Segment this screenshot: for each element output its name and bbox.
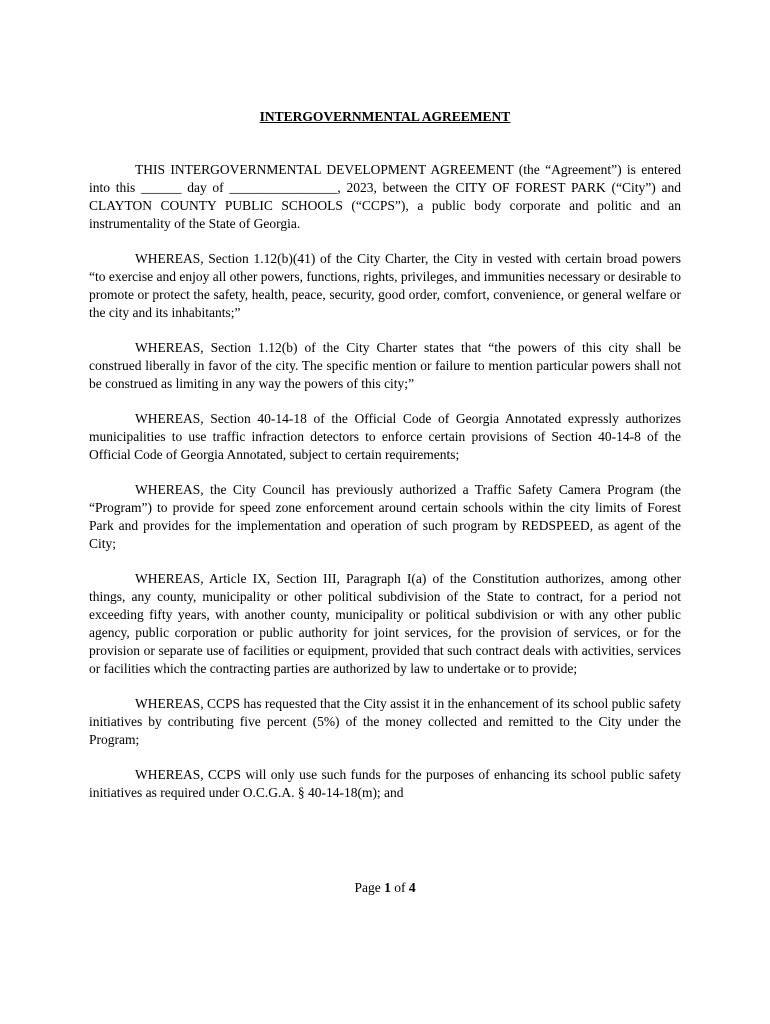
paragraph-whereas-ccps-request: WHEREAS, CCPS has requested that the City assist it in the enhancement of its school public safety initiatives by contributing five percent (5%) of the money collected and remitted to the City under the Program; — [89, 696, 681, 747]
paragraph-whereas-ocga: WHEREAS, Section 40-14-18 of the Official Code of Georgia Annotated expressly authorizes municipalities to use traffic infraction detectors to enforce certain provisions of Section 40-14-8 of the Official Code of Georgia Annotated, subject to certain requirements; — [89, 411, 681, 462]
paragraph-whereas-construed-liberally: WHEREAS, Section 1.12(b) of the City Charter states that “the powers of this city shall be construed liberally in favor of the city. The specific mention or failure to mention particular powers shall not be construed as limiting in any way the powers of this city;” — [89, 340, 681, 391]
paragraph-whereas-program: WHEREAS, the City Council has previously authorized a Traffic Safety Camera Program (the “Program”) to provide for speed zone enforcement around certain schools within the city limits of Forest Park and provides for the implementation and operation of such program by REDSPEED, as agent of the City; — [89, 482, 681, 551]
paragraph-whereas-constitution: WHEREAS, Article IX, Section III, Paragraph I(a) of the Constitution authorizes, among other things, any county, municipality or other political subdivision of the State to contract, for a period not exceeding fifty years, with another county, municipality or political subdivision or with any other public agency, public corporation or public authority for joint services, for the provision of services, or for the provision or separate use of facilities or equipment, provided that such contract deals with activities, services or facilities which the contracting parties are authorized by law to undertake or to provide; — [89, 571, 681, 676]
paragraph-whereas-charter-powers: WHEREAS, Section 1.12(b)(41) of the City Charter, the City in vested with certain broad powers “to exercise and enjoy all other powers, functions, rights, privileges, and immunities necessary or desirable to promote or protect the safety, health, peace, security, good order, comfort, convenience, or general welfare or the city and its inhabitants;” — [89, 251, 681, 320]
page-total: 4 — [408, 880, 416, 895]
document-title: INTERGOVERNMENTAL AGREEMENT — [259, 109, 511, 124]
page-word: Page — [354, 880, 381, 895]
page-footer — [0, 879, 770, 897]
paragraph-whereas-ccps-funds: WHEREAS, CCPS will only use such funds for the purposes of enhancing its school public safety initiatives as required under O.C.G.A. § 40-14-18(m); and — [89, 767, 681, 800]
paragraph-preamble: THIS INTERGOVERNMENTAL DEVELOPMENT AGREEMENT (the “Agreement”) is entered into this ______ day of ________________, 2023, between the CITY OF FOREST PARK (“City”) and CLAYTON COUNTY PUBLIC SCHOOLS (“CCPS”), a public body corporate and politic and an instrumentality of the State of Georgia. — [89, 162, 681, 231]
page-number: 1 — [384, 880, 391, 895]
of-word: of — [394, 880, 406, 895]
document-body — [89, 161, 681, 819]
